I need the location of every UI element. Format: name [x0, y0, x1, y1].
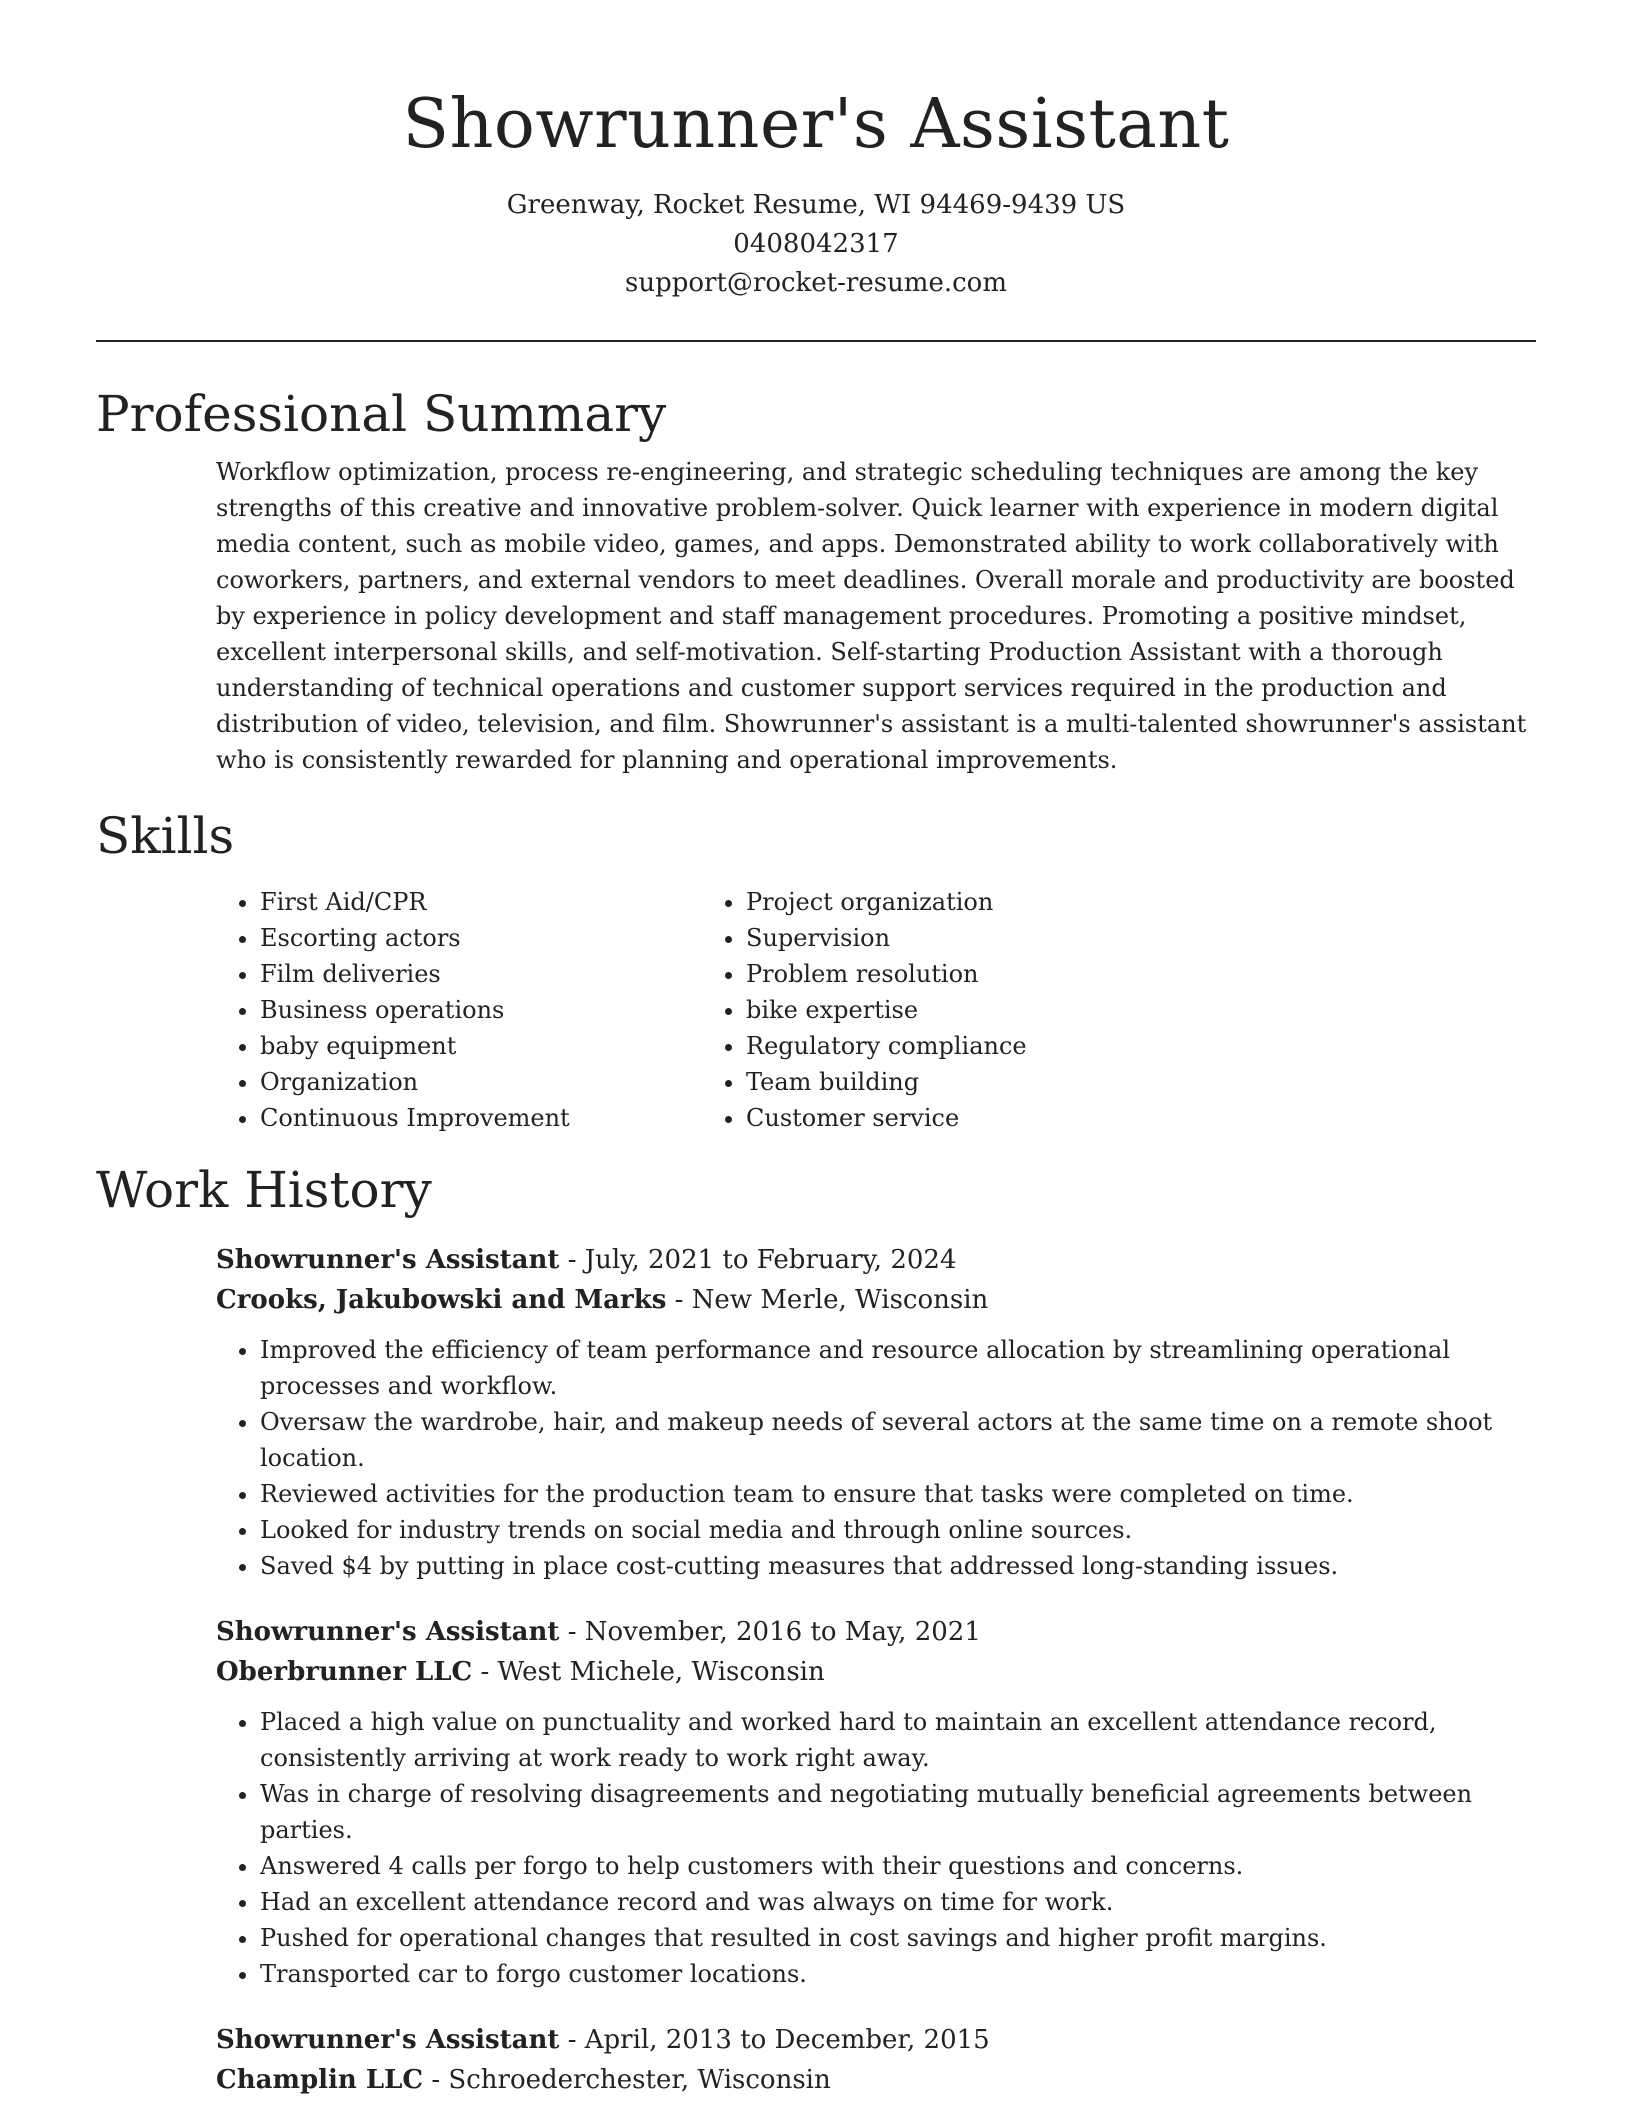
skill-item: • Film deliveries: [260, 956, 582, 992]
job-bullet: • Answered 4 calls per forgo to help customers with their questions and concerns.: [260, 1848, 1500, 1884]
job-dates: - July, 2021 to February, 2024: [559, 1245, 957, 1275]
job-bullet: • Pushed for operational changes that resulted in cost savings and higher profit margins.: [260, 1920, 1500, 1956]
skill-item: • Team building: [746, 1064, 1232, 1100]
section-title-summary: Professional Summary: [96, 385, 667, 443]
professional-summary-section: [96, 382, 1536, 778]
job-bullet: • Saved $4 by putting in place cost-cutting measures that addressed long-standing issues.: [260, 1548, 1500, 1584]
job-location: - West Michele, Wisconsin: [472, 1657, 825, 1687]
section-title-work: Work History: [96, 1161, 432, 1219]
skill-item: • Business operations: [260, 992, 582, 1028]
skill-item: • bike expertise: [746, 992, 1232, 1028]
job-responsibilities: [216, 1332, 1500, 1584]
job-bullet: • Placed a high value on punctuality and worked hard to maintain an excellent attendance record, consistently arriving at work ready to work right away.: [260, 1704, 1500, 1776]
job-bullet: • Transported car to forgo customer locations.: [260, 1956, 1500, 1992]
candidate-name: Showrunner's Assistant: [402, 85, 1230, 164]
skill-item: • Escorting actors: [260, 920, 582, 956]
job-title-line: [216, 1612, 1536, 1652]
job-entry: [216, 1612, 1536, 1992]
skill-item: • baby equipment: [260, 1028, 582, 1064]
resume-header: [96, 0, 1536, 303]
job-entry: [216, 1240, 1536, 1584]
skill-item: • Problem resolution: [746, 956, 1232, 992]
contact-email: support@rocket-resume.com: [624, 268, 1007, 298]
job-bullet: • Had an excellent attendance record and was always on time for work.: [260, 1884, 1500, 1920]
skills-section: [96, 804, 1536, 1136]
job-company: Champlin LLC: [216, 2065, 424, 2095]
job-bullet: • Reviewed activities for the production team to ensure that tasks were completed on time.: [260, 1476, 1500, 1512]
job-title-line: [216, 1240, 1536, 1280]
job-location: - New Merle, Wisconsin: [666, 1285, 989, 1315]
job-company-line: [216, 1652, 1536, 1692]
job-company-line: [216, 2060, 1536, 2100]
skill-item: • Organization: [260, 1064, 582, 1100]
contact-info: [96, 186, 1536, 303]
job-responsibilities: [216, 1704, 1500, 1992]
resume-page: [96, 0, 1536, 2100]
job-dates: - November, 2016 to May, 2021: [559, 1617, 981, 1647]
job-title: Showrunner's Assistant: [216, 1617, 560, 1647]
job-bullet: • Improved the efficiency of team performance and resource allocation by streamlining operational processes and workflow.: [260, 1332, 1500, 1404]
job-company: Oberbrunner LLC: [216, 1657, 473, 1687]
skills-column-left: [96, 884, 582, 1136]
skill-item: • First Aid/CPR: [260, 884, 582, 920]
job-title: Showrunner's Assistant: [216, 2025, 560, 2055]
contact-address: Greenway, Rocket Resume, WI 94469-9439 US: [506, 190, 1126, 220]
section-title-skills: Skills: [96, 807, 235, 865]
job-title-line: [216, 2020, 1536, 2060]
job-bullet: • Oversaw the wardrobe, hair, and makeup needs of several actors at the same time on a remote shoot location.: [260, 1404, 1500, 1476]
skills-column-right: [582, 884, 1232, 1136]
skill-item: • Continuous Improvement: [260, 1100, 582, 1136]
contact-phone: 0408042317: [733, 229, 899, 259]
summary-text: Workflow optimization, process re-engineering, and strategic scheduling techniques are among the key strengths of this creative and innovative problem-solver. Quick learner with experience in modern digital media content, such as mobile video, games, and apps. Demonstrated ability to work collaboratively with coworkers, partners, and external vendors to meet deadlines. Overall morale and productivity are boosted by experience in policy development and staff management procedures. Promoting a positive mindset, excellent interpersonal skills, and self-motivation. Self-starting Production Assistant with a thorough understanding of technical operations and customer support services required in the production and distribution of video, television, and film. Showrunner's assistant is a multi-talented showrunner's assistant who is consistently rewarded for planning and operational improvements.: [216, 458, 1527, 774]
job-company: Crooks, Jakubowski and Marks: [216, 1285, 667, 1315]
skills-grid: [96, 884, 1536, 1136]
job-dates: - April, 2013 to December, 2015: [559, 2025, 990, 2055]
job-bullet: • Looked for industry trends on social media and through online sources.: [260, 1512, 1500, 1548]
skill-item: • Regulatory compliance: [746, 1028, 1232, 1064]
header-divider: [96, 340, 1536, 342]
skill-item: • Project organization: [746, 884, 1232, 920]
work-history-section: [96, 1158, 1536, 2100]
job-company-line: [216, 1280, 1536, 1320]
skill-item: • Supervision: [746, 920, 1232, 956]
job-title: Showrunner's Assistant: [216, 1245, 560, 1275]
job-entry: [216, 2020, 1536, 2100]
job-bullet: • Was in charge of resolving disagreements and negotiating mutually beneficial agreements between parties.: [260, 1776, 1500, 1848]
skill-item: • Customer service: [746, 1100, 1232, 1136]
job-location: - Schroederchester, Wisconsin: [423, 2065, 831, 2095]
